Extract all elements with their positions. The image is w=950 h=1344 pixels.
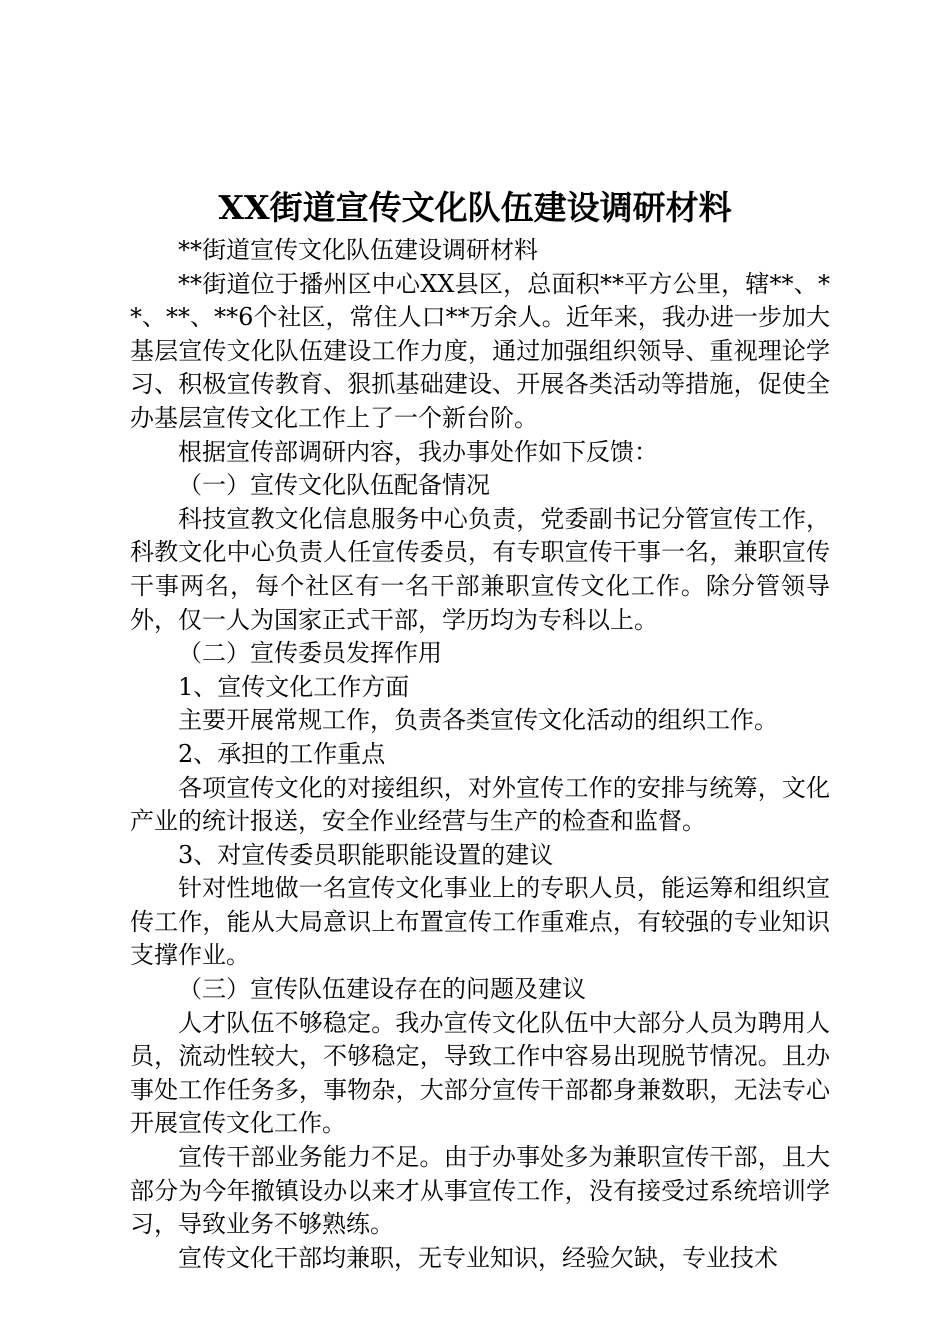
document-body (130, 234, 830, 1275)
paragraph-staffing: 科技宣教文化信息服务中心负责，党委副书记分管宣传工作，科教文化中心负责人任宣传委员，有专职宣传干事一名，兼职宣传干事两名，每个社区有一名干部兼职宣传文化工作。除分管领导外，仅一人为国家正式干部，学历均为专科以上。 (130, 504, 830, 634)
paragraph-instability: 人才队伍不够稳定。我办宣传文化队伍中大部分人员为聘用人员，流动性较大，不够稳定，导致工作中容易出现脱节情况。且办事处工作任务多，事物杂，大部分宣传干部都身兼数职，无法专心开展宣传文化工作。 (130, 1008, 830, 1138)
paragraph-subtitle: **街道宣传文化队伍建设调研材料 (178, 236, 538, 264)
section-heading-1: （一）宣传文化队伍配备情况 (178, 471, 490, 500)
paragraph-feedback: 根据宣传部调研内容，我办事处作如下反馈： (178, 437, 658, 466)
paragraph-ability: 宣传干部业务能力不足。由于办事处多为兼职宣传干部，且大部分为今年撤镇设办以来才从事宣传工作，没有接受过系统培训学习，导致业务不够熟练。 (130, 1143, 830, 1239)
paragraph-key-tasks: 各项宣传文化的对接组织，对外宣传工作的安排与统筹，文化产业的统计报送，安全作业经营与生产的检查和监督。 (130, 773, 830, 836)
paragraph-suggestion: 针对性地做一名宣传文化事业上的专职人员，能运筹和组织宣传工作，能从大局意识上布置宣传工作重难点，有较强的专业知识支撑作业。 (130, 874, 830, 970)
paragraph-routine-work: 主要开展常规工作，负责各类宣传文化活动的组织工作。 (178, 706, 778, 735)
section-heading-3: （三）宣传队伍建设存在的问题及建议 (178, 975, 586, 1004)
document-title: XX街道宣传文化队伍建设调研材料 (218, 188, 732, 227)
subheading-1: 1、宣传文化工作方面 (178, 672, 410, 701)
section-heading-2: （二）宣传委员发挥作用 (178, 639, 442, 668)
paragraph-intro: **街道位于播州区中心XX县区，总面积**平方公里，辖**、**、**、**6个社区，常住人口**万余人。近年来，我办进一步加大基层宣传文化队伍建设工作力度，通过加强组织领导、重视理论学习、积极宣传教育、狠抓基础建设、开展各类活动等措施，促使全办基层宣传文化工作上了一个新台阶。 (130, 269, 830, 432)
subheading-3: 3、对宣传委员职能职能设置的建议 (178, 840, 554, 869)
paragraph-part-time: 宣传文化干部均兼职，无专业知识，经验欠缺，专业技术 (178, 1243, 778, 1272)
subheading-2: 2、承担的工作重点 (178, 739, 386, 768)
